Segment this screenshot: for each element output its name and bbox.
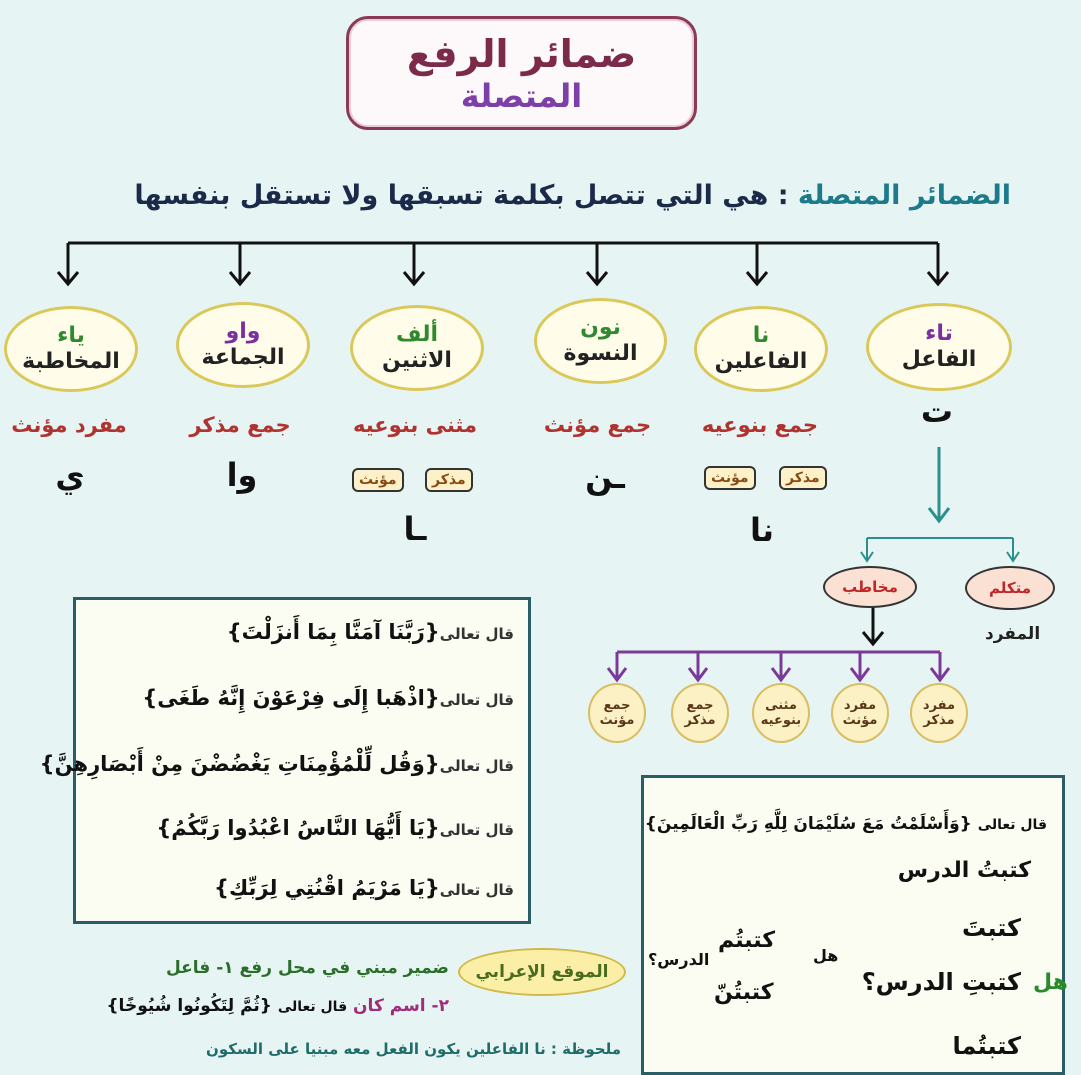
title-box (346, 16, 697, 130)
pronoun-name: تاء (925, 321, 953, 346)
type-line-2: مؤنث (842, 713, 878, 728)
example-right-1: كتبتَ (962, 914, 1021, 942)
example-left-2: كتبتُنّ (714, 980, 774, 1005)
pronoun-nun-al-niswa (534, 298, 667, 384)
verse-text: {اذْهَبا (375, 686, 440, 710)
pronoun-yaa-al-mukhataba (4, 306, 138, 392)
meaning-alif: مثنى بنوعيه (353, 413, 477, 437)
addressee-type (752, 683, 810, 743)
letter-waw: وا (226, 456, 258, 494)
irab-line-1: ضمير مبني في محل رفع ١- فاعل (165, 958, 449, 978)
pronoun-subname: الاثنين (382, 348, 452, 373)
type-line-1: مفرد (922, 698, 956, 713)
irab-line-2-b: قال تعالى (277, 999, 348, 1015)
example-right-2: كتبتِ الدرس؟ (861, 968, 1021, 996)
pronoun-naa-al-failin (694, 306, 828, 392)
verse-line (214, 876, 514, 900)
chip-feminine: مؤنث (704, 466, 756, 490)
type-line-1: مفرد (843, 698, 877, 713)
title-line-2: المتصلة (460, 77, 583, 115)
verse-text: {رَبَّنَا آمَنَّا (344, 620, 440, 644)
pronoun-name: نون (580, 315, 621, 340)
pronoun-name: ألف (396, 322, 439, 347)
pronoun-taa-al-fail (866, 303, 1012, 391)
example-verse-prefix: قال تعالى (977, 817, 1047, 833)
definition-separator: : (768, 180, 798, 211)
meaning-yaa: مفرد مؤنث (11, 413, 127, 437)
chip-masculine: مذكر (425, 468, 473, 492)
definition-text: هي التي تتصل بكلمة تسبقها ولا تستقل بنفسها (134, 180, 769, 211)
verse-line (142, 686, 514, 710)
example-verse (645, 814, 1047, 834)
letter-taa: ت (920, 392, 954, 430)
letter-alif: ـا (403, 510, 427, 548)
verse-text: {وَقُل لِّلْمُؤْمِنَاتِ يَغْضُضْنَ مِنْ أَبْصَارِهِنَّ} (39, 752, 440, 776)
addressee-pill: مخاطب (823, 566, 917, 608)
example-right-3: كتبتُما (952, 1032, 1021, 1060)
pronoun-name: واو (225, 319, 261, 344)
pronoun-alif-al-ithnayn (350, 305, 484, 391)
addressee-type (910, 683, 968, 743)
addressee-type (671, 683, 729, 743)
pronoun-subname: الجماعة (201, 345, 285, 370)
type-line-2: مذكر (923, 713, 955, 728)
meaning-waw: جمع مذكر (189, 413, 291, 437)
type-line-1: مثنى (765, 698, 797, 713)
verse-text: {يَا مَرْيَمُ اقْنُتِي لِرَبِّكِ} (214, 876, 440, 900)
pronoun-name: نا (752, 323, 770, 348)
pronoun-subname: الفاعل (901, 347, 977, 372)
verse-text: {يَا أَيُّهَا النَّاسُ اعْبُدُوا رَبَّكُمُ} (156, 816, 440, 840)
pronoun-subname: المخاطبة (22, 349, 120, 374)
singular-label: المفرد (985, 624, 1041, 644)
meaning-nun: جمع مؤنث (543, 413, 652, 437)
letter-naa: نا (749, 511, 775, 549)
letter-yaa: ي (55, 457, 85, 495)
irab-note: ملحوظة : نا الفاعلين يكون الفعل معه مبنيا على السكون (206, 1040, 621, 1058)
example-left-1: كتبتُم (718, 928, 775, 953)
example-dars-left: الدرس؟ (648, 950, 710, 969)
pronoun-subname: النسوة (563, 341, 638, 366)
chip-feminine: مؤنث (352, 468, 404, 492)
verse-line (40, 752, 514, 776)
addressee-type (831, 683, 889, 743)
definition-term: الضمائر المتصلة (797, 180, 1011, 211)
chip-masculine: مذكر (779, 466, 827, 490)
letter-nun: ـن (585, 458, 625, 496)
type-line-1: جمع (603, 698, 631, 713)
addressee-type (588, 683, 646, 743)
verse-text: إِلَى فِرْعَوْنَ إِنَّهُ طَغَى} (142, 686, 376, 710)
verse-line (227, 620, 514, 644)
type-line-2: مذكر (684, 713, 716, 728)
meaning-naa: جمع بنوعيه (701, 413, 819, 437)
pronoun-waw-al-jamaa (176, 302, 310, 388)
verse-prefix: قال تعالى (439, 691, 514, 709)
irab-line-2-a: ٢- اسم كان (353, 996, 449, 1016)
definition (51, 180, 1011, 211)
verse-line (156, 816, 514, 840)
example-verse-text: {وَأَسْلَمْتُ مَعَ سُلَيْمَانَ لِلَّهِ رَبِّ الْعَالَمِينَ} (644, 814, 972, 834)
verse-prefix: قال تعالى (439, 625, 514, 643)
verse-prefix: قال تعالى (439, 757, 514, 775)
speaker-pill: متكلم (965, 566, 1055, 610)
type-line-1: جمع (686, 698, 714, 713)
type-line-2: مؤنث (599, 713, 635, 728)
type-line-2: بنوعيه (760, 713, 802, 728)
pronoun-name: ياء (57, 323, 85, 348)
irab-line-2 (106, 996, 449, 1016)
irab-label: الموقع الإعرابي (458, 948, 626, 996)
irab-line-2-c: {ثُمَّ لِتَكُونُوا شُيُوخًا} (106, 996, 272, 1016)
verse-text: بِمَا أَنزَلْتَ} (226, 620, 345, 644)
pronoun-subname: الفاعلين (714, 349, 808, 374)
example-sentence: كتبتُ الدرس (897, 858, 1031, 883)
verses-box (39, 597, 531, 924)
example-hal-right: هل (1033, 970, 1068, 995)
example-hal-left: هل (813, 946, 839, 965)
title-line-1: ضمائر الرفع (406, 32, 637, 76)
verse-prefix: قال تعالى (439, 821, 514, 839)
verse-prefix: قال تعالى (439, 881, 514, 899)
